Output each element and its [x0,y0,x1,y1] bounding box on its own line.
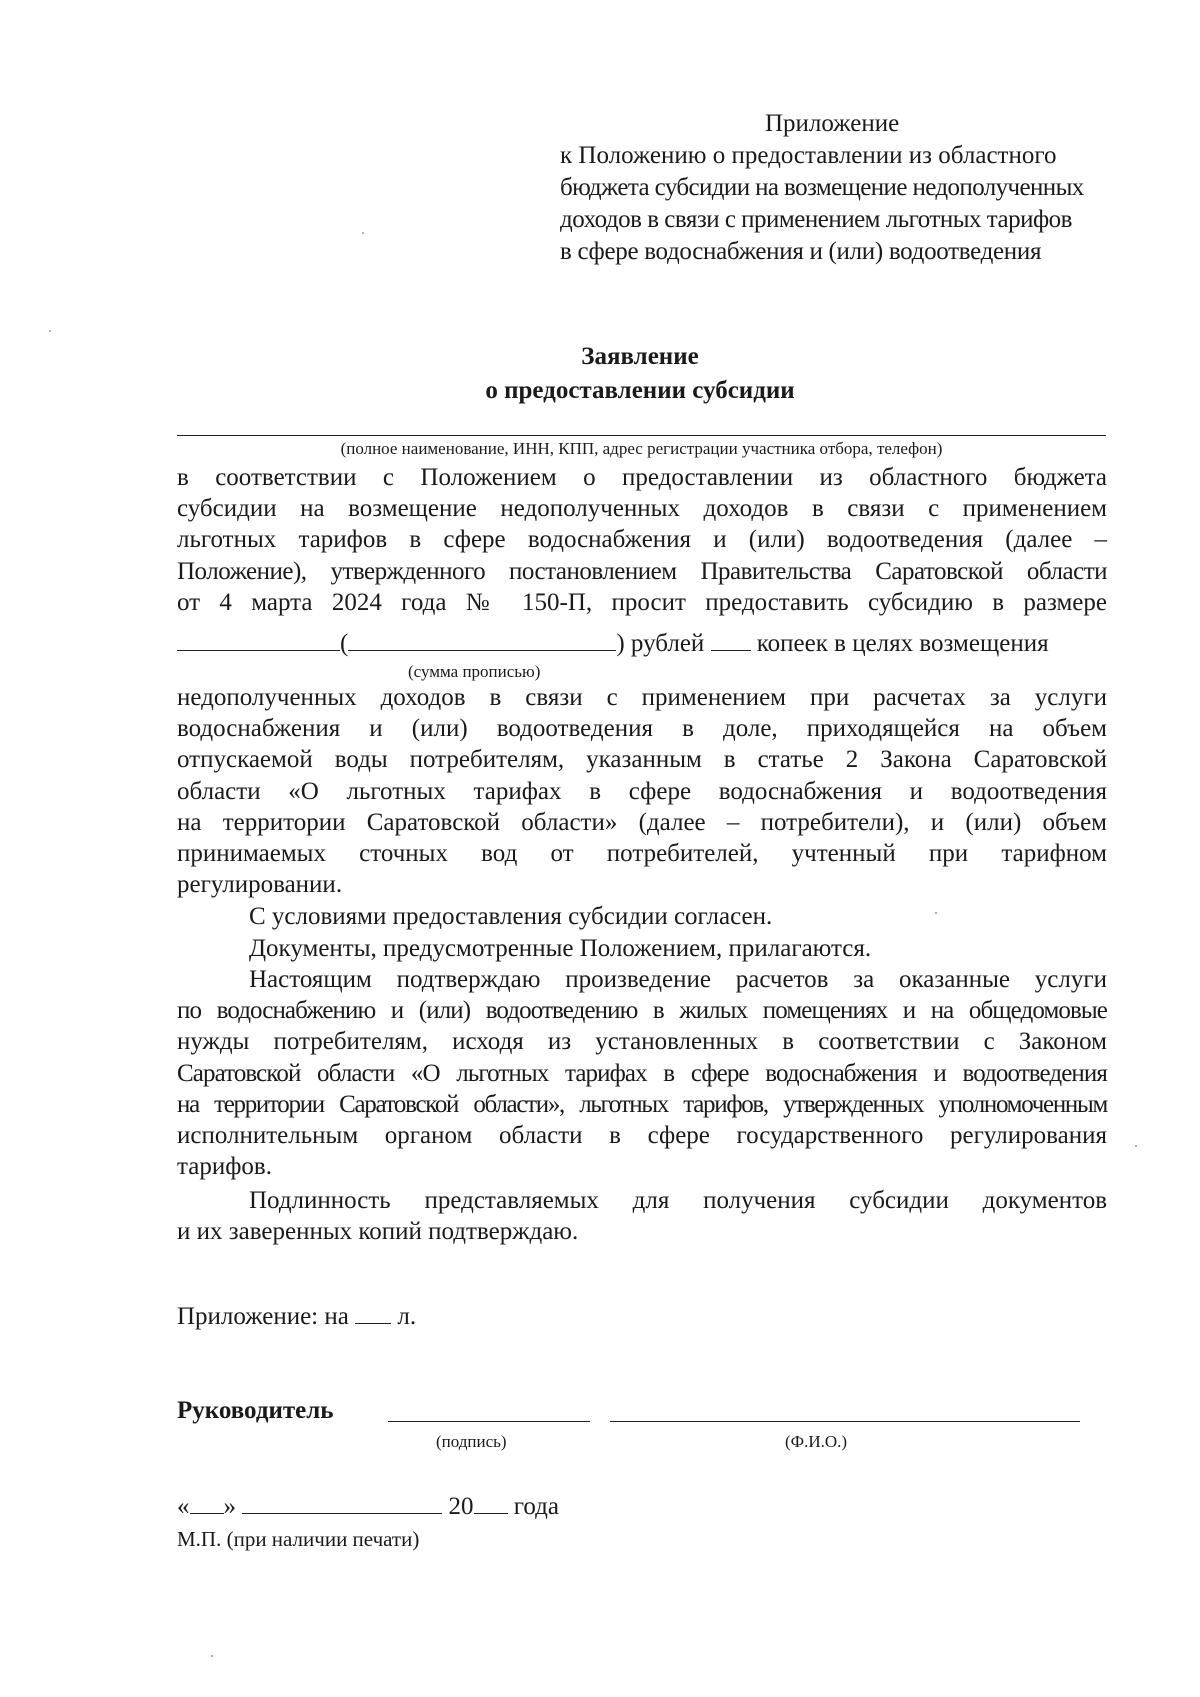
date-quote-close: » [223,1493,236,1520]
signature-field[interactable] [388,1421,590,1422]
document-title [170,340,1110,408]
appendix-header [560,108,1120,268]
paragraph-request [177,462,1107,618]
scan-speck [1135,1145,1137,1147]
kopecks-label: копеек в целях возмещения [756,630,1049,657]
paragraph-line: Саратовской области «О льготных тарифах в сфере водоснабжения и водоотведения [177,1059,1107,1087]
month-field[interactable] [242,1491,442,1514]
paragraph-line: и их заверенных копий подтверждаю. [177,1218,579,1246]
paragraph-line: регулировании. [177,871,343,899]
sum-open-paren: ( [340,630,349,657]
paragraph-line: на территории Саратовской области» (далее – потребители), и (или) объем [177,808,1107,836]
appendix-line: к Положению о предоставлении из областного [560,142,1057,169]
paragraph-line: на территории Саратовской области», льготных тарифов, утвержденных уполномоченным [177,1090,1107,1118]
paragraph-line: Подлинность представляемых для получения субсидии документов [249,1187,1107,1214]
scan-speck [49,330,51,332]
paragraph-line: исполнительным органом области в сфере государственного регулирования [177,1122,1107,1150]
paragraph-line: в соответствии с Положением о предоставлении из областного бюджета [177,464,1107,491]
paragraph-line: тарифов. [177,1153,272,1181]
document-title-line2: о предоставлении субсидии [485,377,795,404]
signature-label: Руководитель [177,1397,334,1424]
paragraph-line: льготных тарифов в сфере водоснабжения и (или) водоотведения (далее – [177,526,1107,554]
sum-row [177,628,1107,659]
paragraph-line: водоснабжения и (или) водоотведения в доле, приходящейся на объем [177,715,1107,743]
sum-words-field[interactable] [348,628,616,651]
sum-digits-field[interactable] [177,628,340,651]
scan-speck [935,912,937,914]
paragraph-line: Настоящим подтверждаю произведение расчетов за оказанные услуги [249,966,1107,993]
attachment-row [177,1301,416,1332]
applicant-name-field[interactable] [177,435,1106,436]
kopecks-field[interactable] [711,628,751,651]
scan-speck [211,1655,213,1657]
stamp-note: М.П. (при наличии печати) [177,1527,420,1551]
year-field[interactable] [474,1491,508,1514]
paragraph-line: принимаемых сточных вод от потребителей, учтенный при тарифном [177,840,1107,868]
paragraph-line: недополученных доходов в связи с применением при расчетах за услуги [177,684,1107,711]
appendix-title: Приложение [765,110,900,137]
paragraph-line: по водоснабжению и (или) водоотведению в жилых помещениях и на общедомовые [177,997,1107,1025]
rubles-label: ) рублей [616,630,705,657]
paragraph-line: отпускаемой воды потребителям, указанным в статье 2 Закона Саратовской [177,746,1107,774]
document-title-line1: Заявление [581,343,699,370]
appendix-line: в сфере водоснабжения и (или) водоотведения [560,238,1042,265]
scan-speck [362,232,364,234]
year-prefix: 20 [448,1493,474,1520]
sum-caption: (сумма прописью) [408,662,541,681]
agree-statement: С условиями предоставления субсидии согласен. [249,903,773,930]
paragraph-line: от 4 марта 2024 года № 150-П, просит предоставить субсидию в размере [177,588,1107,616]
date-row [177,1491,559,1522]
attachment-suffix: л. [397,1303,417,1330]
signature-caption: (подпись) [436,1432,507,1451]
full-name-field[interactable] [610,1421,1080,1422]
paragraph-confirmation [177,964,1107,1182]
attachment-prefix: Приложение: на [177,1303,349,1330]
paragraph-line: Положение), утвержденного постановлением Правительства Саратовской области [177,557,1107,585]
applicant-caption: (полное наименование, ИНН, КПП, адрес регистрации участника отбора, телефон) [340,439,943,458]
paragraph-authenticity [177,1185,1107,1247]
paragraph-line: области «О льготных тарифах в сфере водоснабжения и водоотведения [177,777,1107,805]
year-suffix: года [513,1493,559,1520]
date-quote-open: « [177,1493,190,1520]
appendix-line: доходов в связи с применением льготных тарифов [560,206,1072,233]
documents-statement: Документы, предусмотренные Положением, прилагаются. [249,935,872,962]
full-name-caption: (Ф.И.О.) [785,1432,848,1451]
attachment-pages-field[interactable] [355,1301,391,1324]
day-field[interactable] [190,1491,224,1514]
paragraph-line: нужды потребителям, исходя из установленных в соответствии с Законом [177,1028,1107,1056]
appendix-line: бюджета субсидии на возмещение недополученных [560,174,1084,201]
paragraph-line: субсидии на возмещение недополученных доходов в связи с применением [177,495,1107,523]
paragraph-purpose [177,682,1107,900]
